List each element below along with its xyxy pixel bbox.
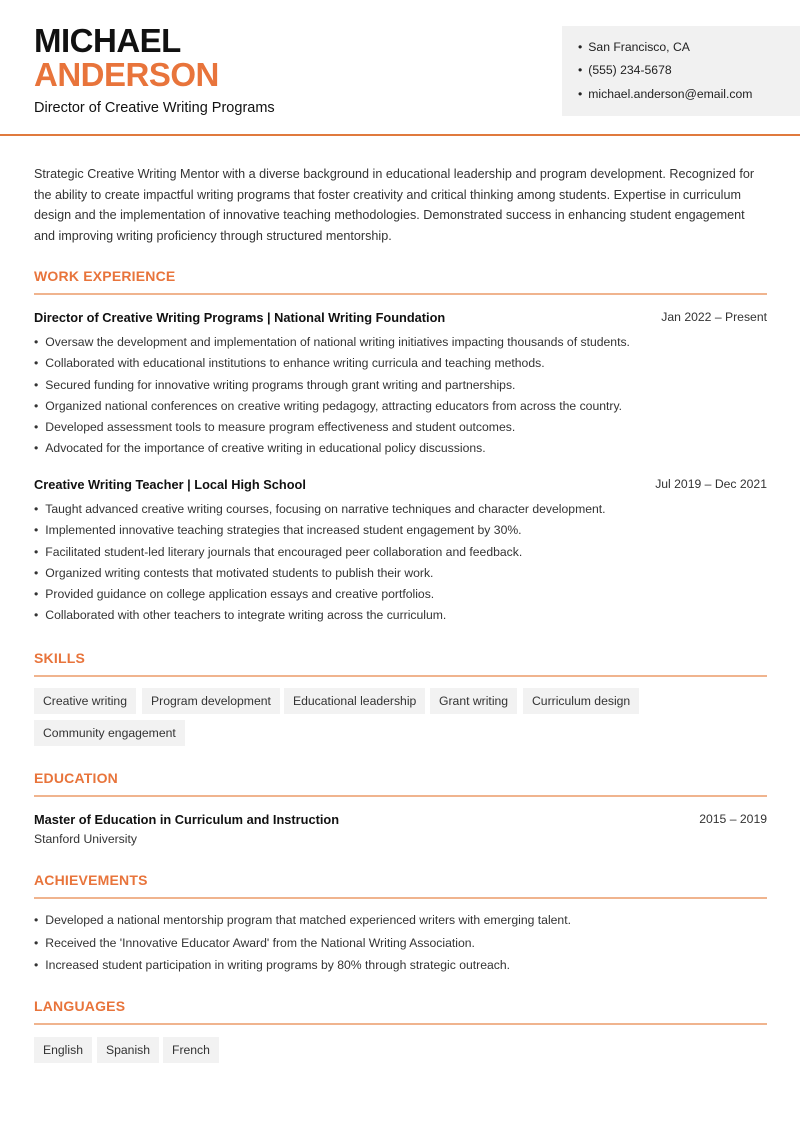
section-divider <box>34 795 767 797</box>
section-title-education: EDUCATION <box>34 770 118 786</box>
list-item: • Developed assessment tools to measure program effectiveness and student outcomes. <box>34 417 774 438</box>
list-item: • Organized national conferences on creative writing pedagogy, attracting educators from across the country. <box>34 396 774 417</box>
list-item: • Increased student participation in writing programs by 80% through strategic outreach. <box>34 954 774 977</box>
contact-email[interactable]: • michael.anderson@email.com <box>578 87 752 101</box>
section-divider <box>34 675 767 677</box>
list-item: • Advocated for the importance of creative writing in educational policy discussions. <box>34 438 774 459</box>
contact-box <box>562 26 800 116</box>
job-bullets <box>34 499 774 627</box>
first-name: MICHAEL <box>34 22 181 59</box>
list-item: • Oversaw the development and implementation of national writing initiatives impacting thousands of students. <box>34 332 774 353</box>
list-item: • Implemented innovative teaching strategies that increased student engagement by 30%. <box>34 520 774 541</box>
list-item: • Collaborated with educational institutions to enhance writing curricula and teaching methods. <box>34 353 774 374</box>
list-item: • Facilitated student-led literary journals that encouraged peer collaboration and feedback. <box>34 542 774 563</box>
list-item: • Received the 'Innovative Educator Award' from the National Writing Association. <box>34 932 774 955</box>
job-heading: Director of Creative Writing Programs | National Writing Foundation <box>34 310 446 325</box>
education-school: Stanford University <box>34 832 137 846</box>
language-chip: English <box>34 1037 92 1063</box>
list-item: • Developed a national mentorship program that matched experienced writers with emerging talent. <box>34 909 774 932</box>
education-degree: Master of Education in Curriculum and Instruction <box>34 812 340 827</box>
summary-text: Strategic Creative Writing Mentor with a diverse background in educational leadership and program development. Recognized for the ability to create impactful writing programs that foster creativity and critical thinking among students. Expertise in curriculum design and the implementation of innovative teaching methodologies. Demonstrated success in enhancing student engagement and improving writing proficiency through structured mentorship. <box>34 167 755 243</box>
section-divider <box>34 293 767 295</box>
list-item: • Secured funding for innovative writing programs through grant writing and partnerships. <box>34 375 774 396</box>
job-heading: Creative Writing Teacher | Local High School <box>34 477 306 492</box>
list-item: • Taught advanced creative writing courses, focusing on narrative techniques and character development. <box>34 499 774 520</box>
contact-location: • San Francisco, CA <box>578 40 690 54</box>
skill-chip: Community engagement <box>34 720 185 746</box>
list-item: • Organized writing contests that motivated students to publish their work. <box>34 563 774 584</box>
section-divider <box>34 897 767 899</box>
job-dates: Jan 2022 – Present <box>661 310 767 324</box>
skill-chip: Program development <box>142 688 280 714</box>
skill-chip: Creative writing <box>34 688 136 714</box>
job-title: Director of Creative Writing Programs <box>34 100 275 116</box>
section-title-skills: SKILLS <box>34 650 85 666</box>
skill-chip: Educational leadership <box>284 688 425 714</box>
list-item: • Collaborated with other teachers to integrate writing across the curriculum. <box>34 605 774 626</box>
list-item: • Provided guidance on college application essays and creative portfolios. <box>34 584 774 605</box>
last-name: ANDERSON <box>34 56 219 93</box>
resume-header <box>0 0 800 136</box>
job-dates: Jul 2019 – Dec 2021 <box>655 477 767 491</box>
job-bullets <box>34 332 774 460</box>
skill-chip: Curriculum design <box>523 688 639 714</box>
section-title-languages: LANGUAGES <box>34 998 126 1014</box>
section-title-achievements: ACHIEVEMENTS <box>34 872 148 888</box>
section-divider <box>34 1023 767 1025</box>
language-chip: French <box>163 1037 219 1063</box>
contact-phone: • (555) 234-5678 <box>578 63 672 77</box>
language-chip: Spanish <box>97 1037 159 1063</box>
section-title-work: WORK EXPERIENCE <box>34 268 176 284</box>
achievements-list <box>34 909 774 977</box>
skill-chip: Grant writing <box>430 688 517 714</box>
education-dates: 2015 – 2019 <box>699 812 767 826</box>
